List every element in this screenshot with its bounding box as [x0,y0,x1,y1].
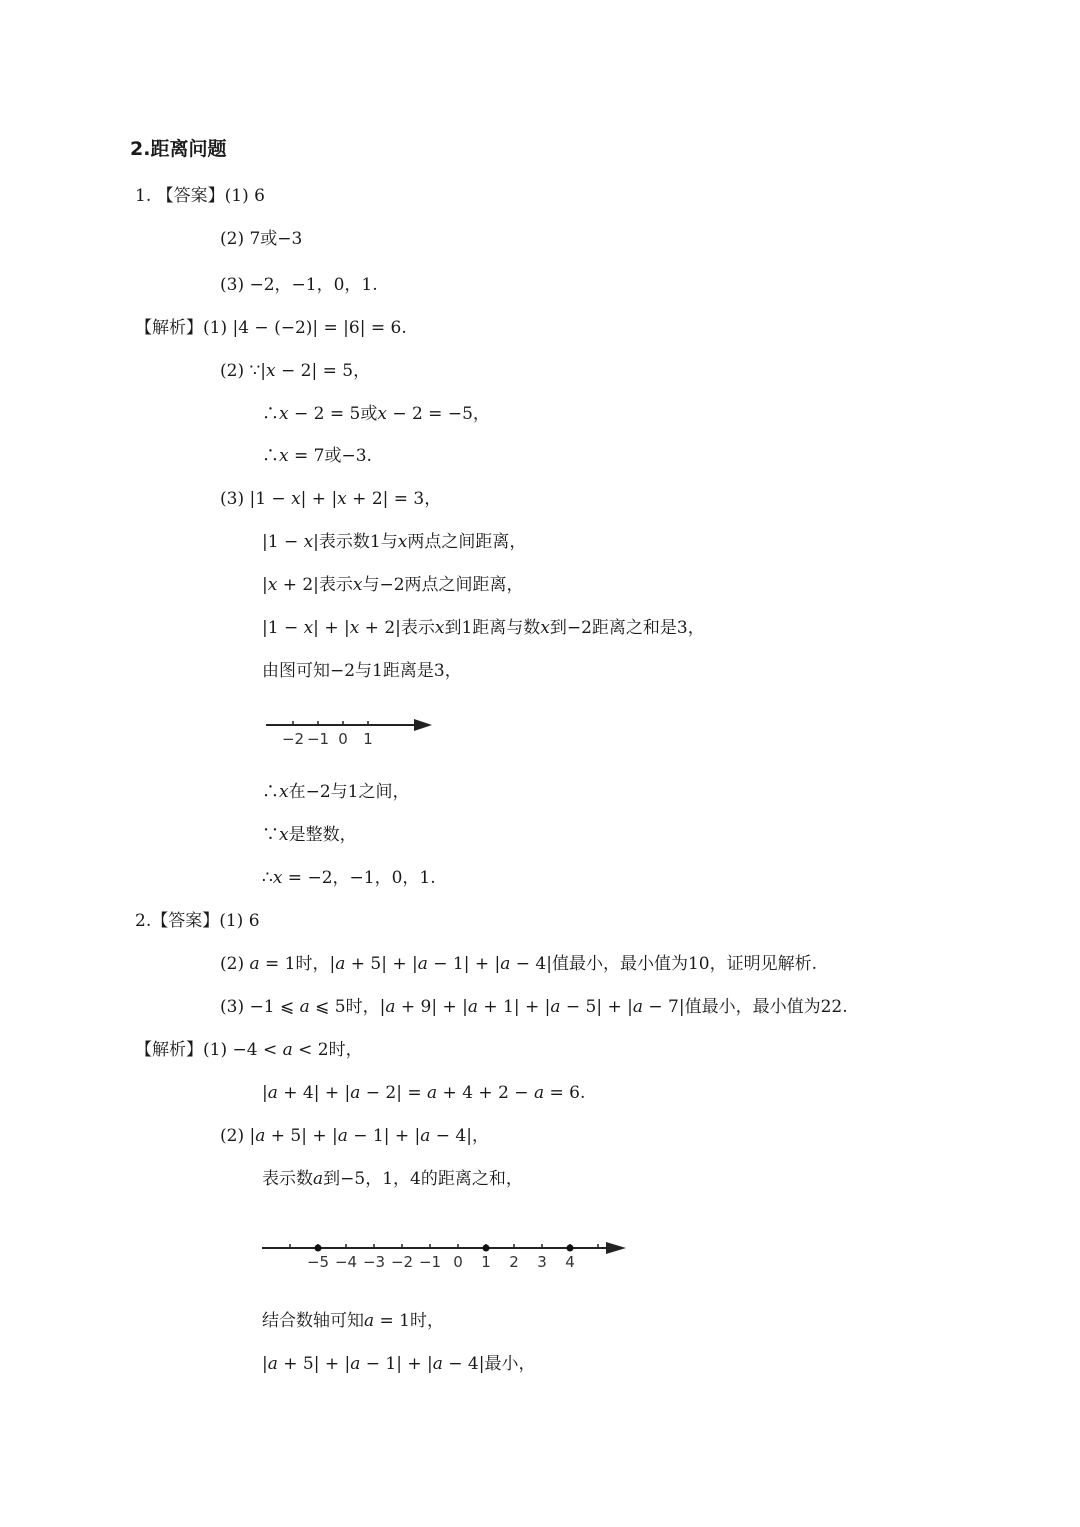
answer-1-part2: (2) 7或−3 [220,229,303,249]
solution-1-part1: 【解析】(1) |4 − (−2)| = |6| = 6. [135,318,407,338]
axis-point [315,1245,322,1252]
solution-2-step: |𝑎 + 4| + |𝑎 − 2| = 𝑎 + 4 + 2 − 𝑎 = 6. [262,1083,586,1103]
section-title: 2.距离问题 [130,138,227,160]
solution-1-step: ∴𝑥 − 2 = 5或𝑥 − 2 = −5， [262,404,490,424]
axis-tick-label: 3 [537,1253,547,1271]
axis-tick-label: 0 [453,1253,463,1271]
axis-tick-label: 2 [509,1253,519,1271]
axis-tick-label: −2 [281,730,305,748]
axis-tick-label: −1 [306,730,330,748]
axis-tick-label: 1 [363,730,373,748]
solution-1-step: ∴𝑥在−2与1之间， [262,782,410,802]
solution-1-step: ∴𝑥 = 7或−3. [262,446,372,466]
axis-tick-label: −5 [306,1253,330,1271]
solution-2-part2: (2) |𝑎 + 5| + |𝑎 − 1| + |𝑎 − 4|， [220,1126,489,1146]
axis-point [483,1245,490,1252]
solution-2-step: 结合数轴可知𝑎 = 1时， [262,1311,445,1331]
axis-tick-label: 4 [565,1253,575,1271]
solution-1-step: |1 − 𝑥| + |𝑥 + 2|表示𝑥到1距离与数𝑥到−2距离之和是3， [262,618,705,638]
solution-2-step: |𝑎 + 5| + |𝑎 − 1| + |𝑎 − 4|最小， [262,1354,536,1374]
answer-2-header: 2.【答案】(1) 6 [135,911,260,931]
solution-2-step: 表示数𝑎到−5，1，4的距离之和， [262,1169,523,1189]
solution-1-step: |1 − 𝑥|表示数1与𝑥两点之间距离， [262,532,527,552]
solution-1-step: ∴𝑥 = −2，−1，0，1. [262,868,436,888]
solution-1-step: 由图可知−2与1距离是3， [262,661,462,681]
answer-1-header: 1. 【答案】(1) 6 [135,186,265,206]
answer-2-part3: (3) −1 ⩽ 𝑎 ⩽ 5时，|𝑎 + 9| + |𝑎 + 1| + |𝑎 − 5| + |𝑎 − 7|值最小，最小值为22. [220,997,848,1017]
axis-tick-label: −1 [418,1253,442,1271]
axis-tick-label: 0 [338,730,348,748]
answer-2-part2: (2) 𝑎 = 1时，|𝑎 + 5| + |𝑎 − 1| + |𝑎 − 4|值最小，最小值为10，证明见解析. [220,954,817,974]
axis-tick-label: 1 [481,1253,491,1271]
number-line-1 [262,712,442,752]
solution-1-part3: (3) |1 − 𝑥| + |𝑥 + 2| = 3， [220,489,442,509]
axis-tick-label: −4 [334,1253,358,1271]
solution-2-part1: 【解析】(1) −4 < 𝑎 < 2时， [135,1040,363,1060]
axis-tick-label: −2 [390,1253,414,1271]
answer-1-part3: (3) −2，−1，0，1. [220,275,378,295]
solution-1-step: ∵𝑥是整数， [262,825,357,845]
number-line-2 [258,1234,638,1274]
solution-1-part2: (2) ∵|𝑥 − 2| = 5， [220,361,371,381]
solution-1-step: |𝑥 + 2|表示𝑥与−2两点之间距离， [262,575,524,595]
axis-tick-label: −3 [362,1253,386,1271]
axis-point [567,1245,574,1252]
